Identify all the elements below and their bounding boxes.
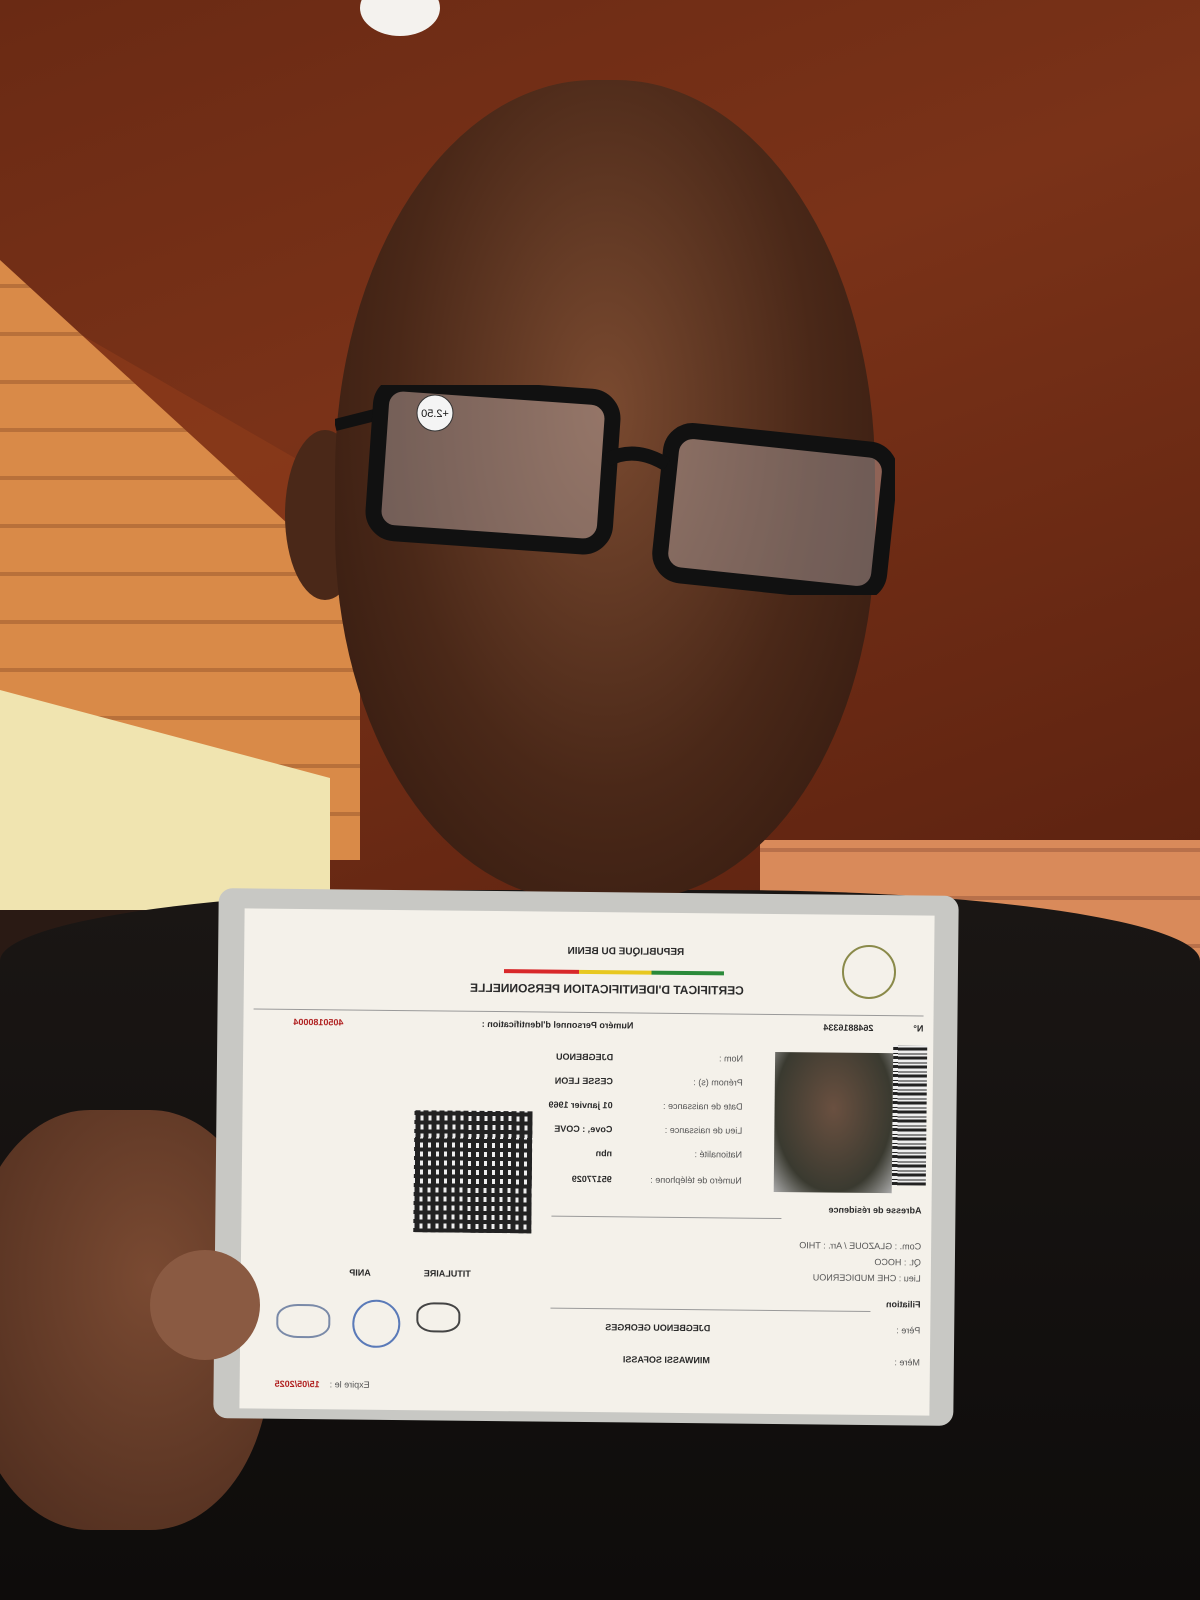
holder-label: TITULAIRE: [423, 1268, 471, 1279]
address-line-1: Qt. : HOCO: [874, 1257, 922, 1268]
field-value-2: 01 janvier 1969: [548, 1099, 613, 1111]
field-value-3: Cove, : COVE: [554, 1123, 613, 1135]
address-line-0: Com. : GLAZOUE / Arr. : THIO: [799, 1240, 922, 1252]
father-value: DJEGBENOU GEORGES: [605, 1322, 711, 1334]
id-card-mirrored: [239, 908, 934, 1415]
father-label: Père :: [896, 1325, 921, 1336]
npi-label: Numéro Personnel d'Identification :: [481, 1018, 634, 1031]
qr-code: [413, 1110, 532, 1233]
flag-stripe: [504, 969, 724, 975]
field-label-3: Lieu de naissance :: [664, 1124, 743, 1136]
card-country: REPUBLIQUE DU BENIN: [567, 945, 685, 959]
expiry-value: 15/05/2025: [274, 1378, 320, 1390]
filiation-label: Filiation: [885, 1299, 921, 1310]
npi-value: 4050180004: [293, 1016, 344, 1028]
field-value-1: CESSE LEON: [554, 1075, 613, 1087]
serial-number: 2648816334: [823, 1022, 874, 1033]
id-card: [239, 908, 934, 1415]
field-label-5: Numéro de téléphone :: [650, 1174, 742, 1186]
mother-label: Mère :: [894, 1357, 920, 1368]
barcode: [892, 1045, 927, 1185]
eyeglasses: [335, 385, 895, 595]
anip-stamp: [352, 1300, 401, 1349]
address-line-2: Lieu : CHE MUDICERNOU: [812, 1272, 921, 1284]
serial-prefix: N°: [913, 1023, 924, 1034]
address-label: Adresse de résidence: [828, 1204, 922, 1216]
field-label-2: Date de naissance :: [662, 1100, 743, 1112]
card-title: CERTIFICAT D'IDENTIFICATION PERSONNELLE: [469, 980, 744, 998]
field-value-4: nbn: [595, 1148, 613, 1159]
anip-label: ANIP: [349, 1267, 371, 1278]
field-value-0: DJEGBENOU: [556, 1051, 614, 1063]
field-value-5: 95177029: [571, 1173, 612, 1185]
expiry-label: Expire le :: [329, 1379, 370, 1390]
field-label-4: Nationalité :: [694, 1149, 743, 1160]
thumb: [150, 1250, 260, 1360]
holder-signature: [416, 1302, 460, 1332]
holder-photo: [774, 1052, 893, 1193]
mother-value: MINWASSI SOFASSI: [622, 1354, 710, 1366]
field-label-1: Prénom (s) :: [693, 1077, 743, 1088]
signature-mark: [276, 1304, 330, 1339]
lens-power-sticker: +2.50: [421, 408, 449, 420]
anip-logo: [842, 945, 897, 1000]
field-label-0: Nom :: [719, 1053, 744, 1064]
